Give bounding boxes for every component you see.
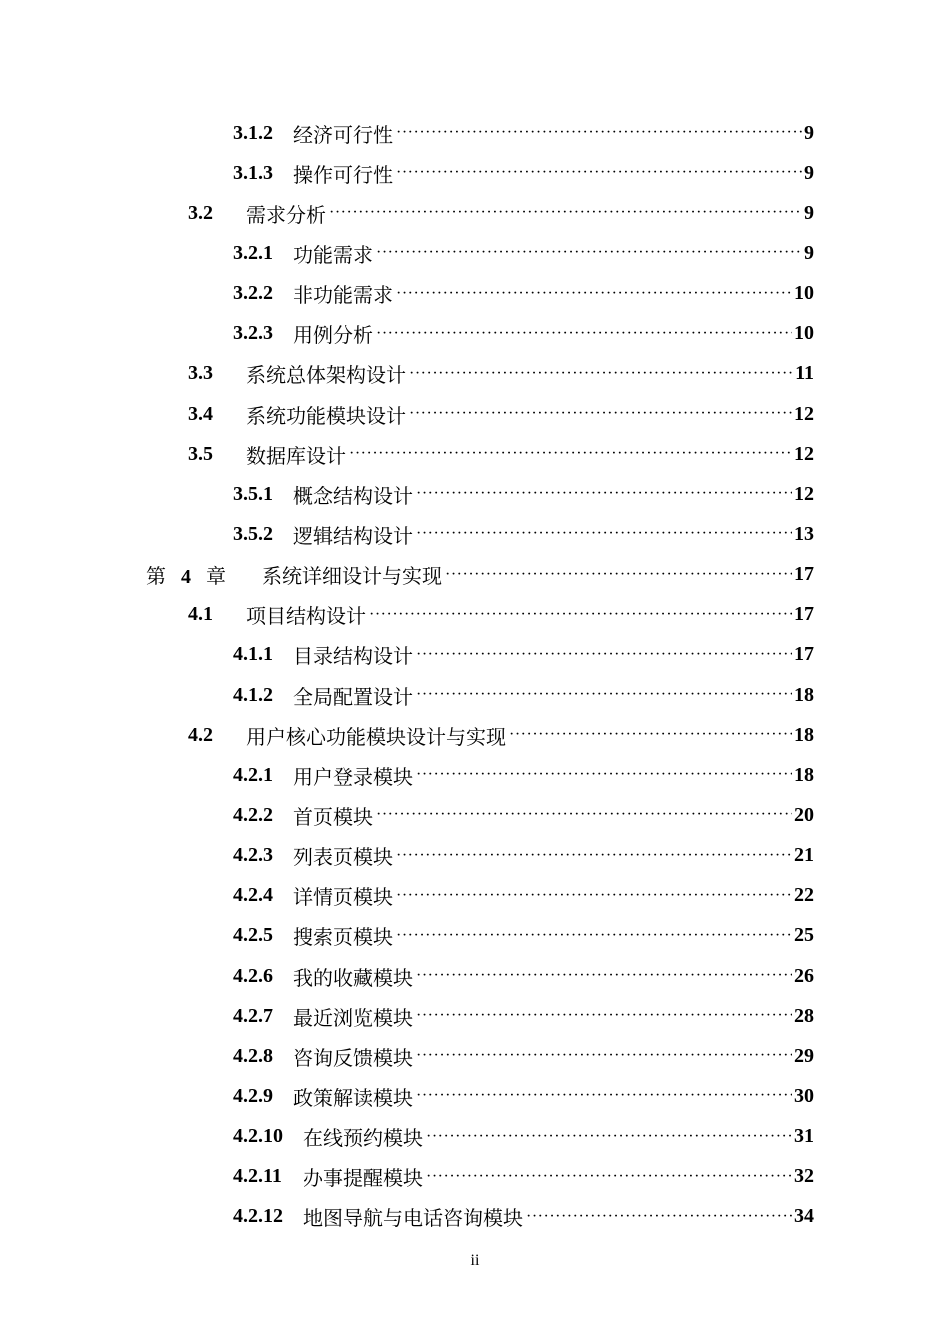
dot-leader (526, 1207, 792, 1227)
toc-entry-title: 列表页模块 (293, 847, 393, 870)
dot-leader (416, 685, 792, 705)
toc-entry[interactable] (0, 113, 950, 153)
toc-entry-number: 4.2.2 (233, 803, 273, 826)
toc-entry-page: 10 (794, 282, 814, 305)
toc-entry-number: 4.2.8 (233, 1044, 273, 1067)
toc-chapter-number (146, 560, 262, 589)
toc-entry-number: 4.2.1 (233, 763, 273, 786)
toc-entry-page: 12 (794, 482, 814, 505)
toc-entry[interactable] (0, 595, 950, 635)
toc-entry-title: 逻辑结构设计 (293, 525, 413, 548)
dot-leader (416, 1086, 792, 1106)
toc-entry-page: 10 (794, 322, 814, 345)
toc-entry[interactable] (0, 193, 950, 233)
toc-entry[interactable] (0, 996, 950, 1036)
toc-entry-number: 3.2.1 (233, 241, 273, 264)
toc-entry-title: 详情页模块 (293, 887, 393, 910)
chapter-suffix: 章 (206, 566, 226, 589)
toc-entry-title: 系统总体架构设计 (246, 365, 406, 388)
toc-entry-page: 20 (794, 803, 814, 826)
dot-leader (376, 805, 792, 825)
dot-leader (509, 725, 792, 745)
toc-entry-number: 4.2.4 (233, 884, 273, 907)
toc-entry-title: 系统详细设计与实现 (262, 566, 442, 589)
toc-entry-page: 34 (794, 1205, 814, 1228)
toc-entry-title: 办事提醒模块 (303, 1168, 423, 1191)
toc-entry-title: 数据库设计 (246, 445, 346, 468)
toc-entry-title: 咨询反馈模块 (293, 1047, 413, 1070)
dot-leader (396, 284, 792, 304)
toc-entry-number: 3.3 (188, 362, 213, 385)
toc-entry-page: 9 (804, 121, 814, 144)
dot-leader (376, 243, 802, 263)
dot-leader (369, 605, 792, 625)
toc-entry[interactable] (0, 394, 950, 434)
dot-leader (396, 846, 792, 866)
toc-entry-number: 4.2.3 (233, 844, 273, 867)
toc-entry[interactable] (0, 1117, 950, 1157)
toc-entry-page: 12 (794, 402, 814, 425)
toc-entry-page: 17 (794, 603, 814, 626)
toc-entry-number: 4.1.1 (233, 643, 273, 666)
toc-entry-title: 我的收藏模块 (293, 967, 413, 990)
toc-entry-title: 目录结构设计 (293, 646, 413, 669)
dot-leader (416, 1006, 792, 1026)
toc-entry[interactable] (0, 956, 950, 996)
toc-entry-number: 4.2.6 (233, 964, 273, 987)
dot-leader (396, 123, 802, 143)
toc-entry-title: 非功能需求 (293, 285, 393, 308)
toc-entry[interactable] (0, 876, 950, 916)
toc-entry-number: 3.5.1 (233, 482, 273, 505)
dot-leader (445, 565, 792, 585)
toc-entry[interactable] (0, 153, 950, 193)
toc-entry-title: 地图导航与电话咨询模块 (303, 1208, 523, 1231)
toc-entry-number: 4.2.9 (233, 1084, 273, 1107)
toc-entry[interactable] (0, 1036, 950, 1076)
toc-entry-page: 25 (794, 924, 814, 947)
toc-entry-number: 4.2.5 (233, 924, 273, 947)
dot-leader (396, 926, 792, 946)
toc-entry[interactable] (0, 795, 950, 835)
toc-entry-page: 30 (794, 1084, 814, 1107)
toc-entry-title: 系统功能模块设计 (246, 405, 406, 428)
toc-entry-page: 17 (794, 643, 814, 666)
toc-entry-title: 操作可行性 (293, 164, 393, 187)
dot-leader (426, 1167, 792, 1187)
toc-entry-page: 18 (794, 763, 814, 786)
toc-entry-title: 搜索页模块 (293, 927, 393, 950)
toc-entry[interactable] (0, 314, 950, 354)
toc-entry[interactable] (0, 1197, 950, 1237)
toc-entry[interactable] (0, 755, 950, 795)
dot-leader (416, 484, 792, 504)
toc-entry-page: 18 (794, 683, 814, 706)
toc-entry-page: 21 (794, 844, 814, 867)
toc-entry-title: 功能需求 (293, 244, 373, 267)
dot-leader (349, 444, 792, 464)
dot-leader (416, 645, 792, 665)
toc-entry-title: 用户核心功能模块设计与实现 (246, 726, 506, 749)
toc-entry-title: 项目结构设计 (246, 606, 366, 629)
dot-leader (396, 886, 792, 906)
toc-entry-page: 9 (804, 241, 814, 264)
toc-entry[interactable] (0, 514, 950, 554)
toc-entry-number: 4.2.10 (233, 1125, 283, 1148)
toc-entry-number: 4.1 (188, 603, 213, 626)
toc-entry[interactable] (0, 675, 950, 715)
dot-leader (416, 966, 792, 986)
toc-entry-number: 4.2 (188, 723, 213, 746)
dot-leader (416, 765, 792, 785)
toc-entry-title: 需求分析 (246, 204, 326, 227)
toc-entry-title: 首页模块 (293, 806, 373, 829)
dot-leader (409, 404, 792, 424)
toc-entry-title: 在线预约模块 (303, 1128, 423, 1151)
toc-entry-title: 最近浏览模块 (293, 1007, 413, 1030)
toc-entry-title: 用户登录模块 (293, 766, 413, 789)
toc-chapter-entry[interactable] (0, 555, 950, 595)
dot-leader (329, 203, 802, 223)
chapter-prefix: 第 (146, 566, 166, 589)
toc-entry[interactable] (0, 474, 950, 514)
toc-entry-page: 9 (804, 201, 814, 224)
toc-entry-page: 9 (804, 161, 814, 184)
toc-entry-page: 11 (795, 362, 814, 385)
toc-entry-title: 经济可行性 (293, 124, 393, 147)
toc-entry[interactable] (0, 715, 950, 755)
toc-entry-number: 3.1.2 (233, 121, 273, 144)
toc-entry[interactable] (0, 916, 950, 956)
toc-entry[interactable] (0, 354, 950, 394)
toc-entry-number: 4.2.12 (233, 1205, 283, 1228)
table-of-contents (0, 113, 950, 1237)
toc-entry-title: 概念结构设计 (293, 485, 413, 508)
toc-entry-title: 政策解读模块 (293, 1087, 413, 1110)
toc-entry-number: 3.5.2 (233, 522, 273, 545)
chapter-number: 4 (181, 566, 191, 589)
toc-entry-number: 3.5 (188, 442, 213, 465)
toc-entry-title: 用例分析 (293, 325, 373, 348)
toc-entry-number: 3.1.3 (233, 161, 273, 184)
toc-entry-number: 3.2.3 (233, 322, 273, 345)
dot-leader (416, 524, 792, 544)
toc-entry-page: 18 (794, 723, 814, 746)
dot-leader (416, 1046, 792, 1066)
toc-entry[interactable] (0, 1157, 950, 1197)
toc-entry[interactable] (0, 635, 950, 675)
toc-entry-page: 13 (794, 522, 814, 545)
toc-entry[interactable] (0, 1076, 950, 1116)
toc-entry-number: 4.2.7 (233, 1004, 273, 1027)
toc-entry[interactable] (0, 274, 950, 314)
page-number: ii (470, 1252, 480, 1269)
toc-entry-number: 3.2 (188, 201, 213, 224)
dot-leader (376, 324, 792, 344)
toc-entry-page: 29 (794, 1044, 814, 1067)
toc-entry-page: 28 (794, 1004, 814, 1027)
toc-entry-page: 22 (794, 884, 814, 907)
toc-entry[interactable] (0, 434, 950, 474)
toc-entry-page: 32 (794, 1165, 814, 1188)
dot-leader (426, 1127, 792, 1147)
toc-entry-page: 31 (794, 1125, 814, 1148)
toc-entry-number: 4.2.11 (233, 1165, 282, 1188)
toc-entry-page: 17 (794, 563, 814, 586)
toc-entry-page: 12 (794, 442, 814, 465)
toc-entry-number: 3.4 (188, 402, 213, 425)
dot-leader (396, 163, 802, 183)
toc-entry[interactable] (0, 836, 950, 876)
toc-entry[interactable] (0, 233, 950, 273)
toc-entry-page: 26 (794, 964, 814, 987)
toc-entry-title: 全局配置设计 (293, 686, 413, 709)
dot-leader (409, 364, 793, 384)
toc-entry-number: 4.1.2 (233, 683, 273, 706)
toc-entry-number: 3.2.2 (233, 282, 273, 305)
